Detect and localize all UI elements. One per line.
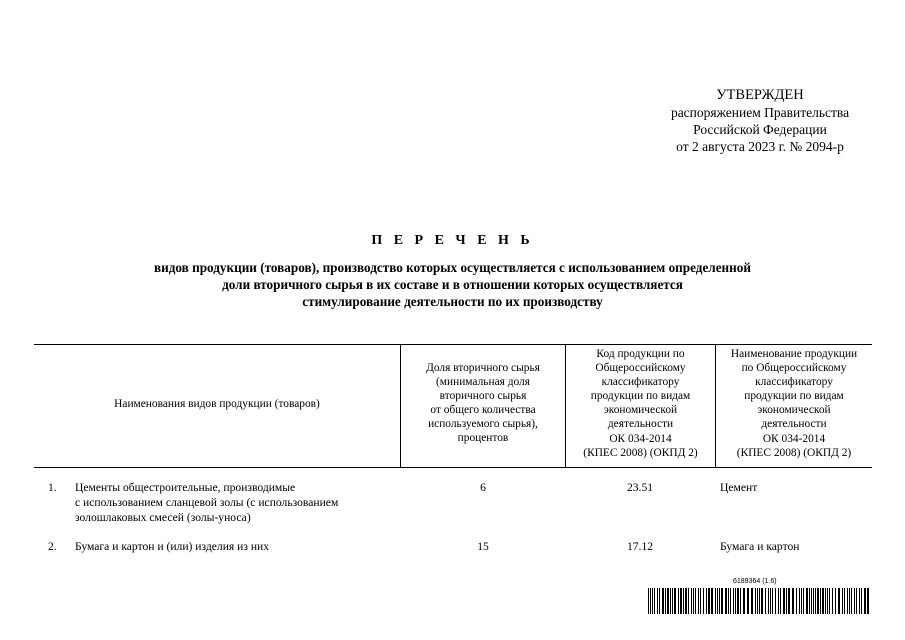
header-share-line: Доля вторичного сырья (426, 362, 540, 374)
header-code-line: ОК 034-2014 (609, 432, 672, 445)
row-product: Бумага и картон (720, 540, 800, 553)
header-product-line: деятельности (761, 418, 827, 431)
row-code: 17.12 (626, 540, 654, 553)
header-code-line: классификатору (601, 376, 680, 389)
header-share-line: (минимальная доля (436, 376, 530, 389)
subtitle-line-2: доли вторичного сырья в их составе и в отношении которых осуществляется (222, 277, 683, 292)
document-title: П Е Р Е Ч Е Н Ь (371, 233, 534, 248)
header-product-line: продукции по видам (744, 390, 844, 403)
barcode-image (648, 588, 872, 614)
header-share-line: вторичного сырья (439, 390, 527, 403)
barcode-number: 6189364 (1.6) (733, 578, 777, 585)
table-header (34, 344, 872, 468)
row-code: 23.51 (626, 481, 654, 494)
header-code-line: продукции по видам (590, 390, 691, 403)
header-code-line: Код продукции по (596, 348, 685, 360)
header-product-line: по Общероссийскому (741, 362, 847, 375)
header-product-line: классификатору (755, 376, 833, 389)
header-name: Наименования видов продукции (товаров) (114, 398, 320, 410)
row-name (75, 480, 400, 525)
row-product: Цемент (720, 481, 758, 494)
header-code-line: деятельности (607, 418, 674, 431)
header-product-line: ОК 034-2014 (762, 432, 826, 445)
subtitle-line-3: стимулирование деятельности по их производству (302, 294, 603, 309)
header-share-line: от общего количества (430, 404, 536, 417)
header-product (716, 347, 872, 460)
row-name (75, 539, 400, 554)
product-table (34, 344, 872, 553)
row-name-line: Бумага и картон и (или) изделия из них (75, 540, 270, 553)
row-name-line: с использованием сланцевой золы (с использованием (75, 496, 339, 509)
approval-line-2: Российской Федерации (693, 122, 827, 137)
row-name-line: золошлаковых смесей (золы-уноса) (75, 511, 251, 524)
header-code-line: экономической (603, 404, 678, 417)
header-code-line: Общероссийскому (595, 362, 686, 375)
column-divider (400, 345, 401, 467)
document-subtitle (80, 259, 825, 310)
approval-line-3: от 2 августа 2023 г. № 2094-р (676, 139, 844, 154)
header-product-line: (КПЕС 2008) (ОКПД 2) (736, 446, 852, 459)
header-share-line: процентов (457, 432, 509, 445)
row-name-line: Цементы общестроительные, производимые (75, 481, 296, 494)
subtitle-line-1: видов продукции (товаров), производство которых осуществляется с использованием определенной (154, 260, 751, 275)
approval-block (640, 87, 880, 155)
approval-line-1: распоряжением Правительства (670, 105, 850, 120)
header-product-line: Наименование продукции (730, 348, 858, 360)
header-share (402, 361, 564, 446)
row-number: 1. (48, 481, 57, 494)
header-product-line: экономической (757, 404, 831, 417)
row-share: 6 (480, 481, 486, 494)
header-code-line: (КПЕС 2008) (ОКПД 2) (583, 446, 698, 459)
header-share-line: используемого сырья), (428, 418, 538, 431)
row-number: 2. (48, 540, 57, 553)
header-code (566, 347, 715, 460)
approval-heading: УТВЕРЖДЕН (716, 87, 804, 103)
row-share: 15 (477, 540, 489, 553)
